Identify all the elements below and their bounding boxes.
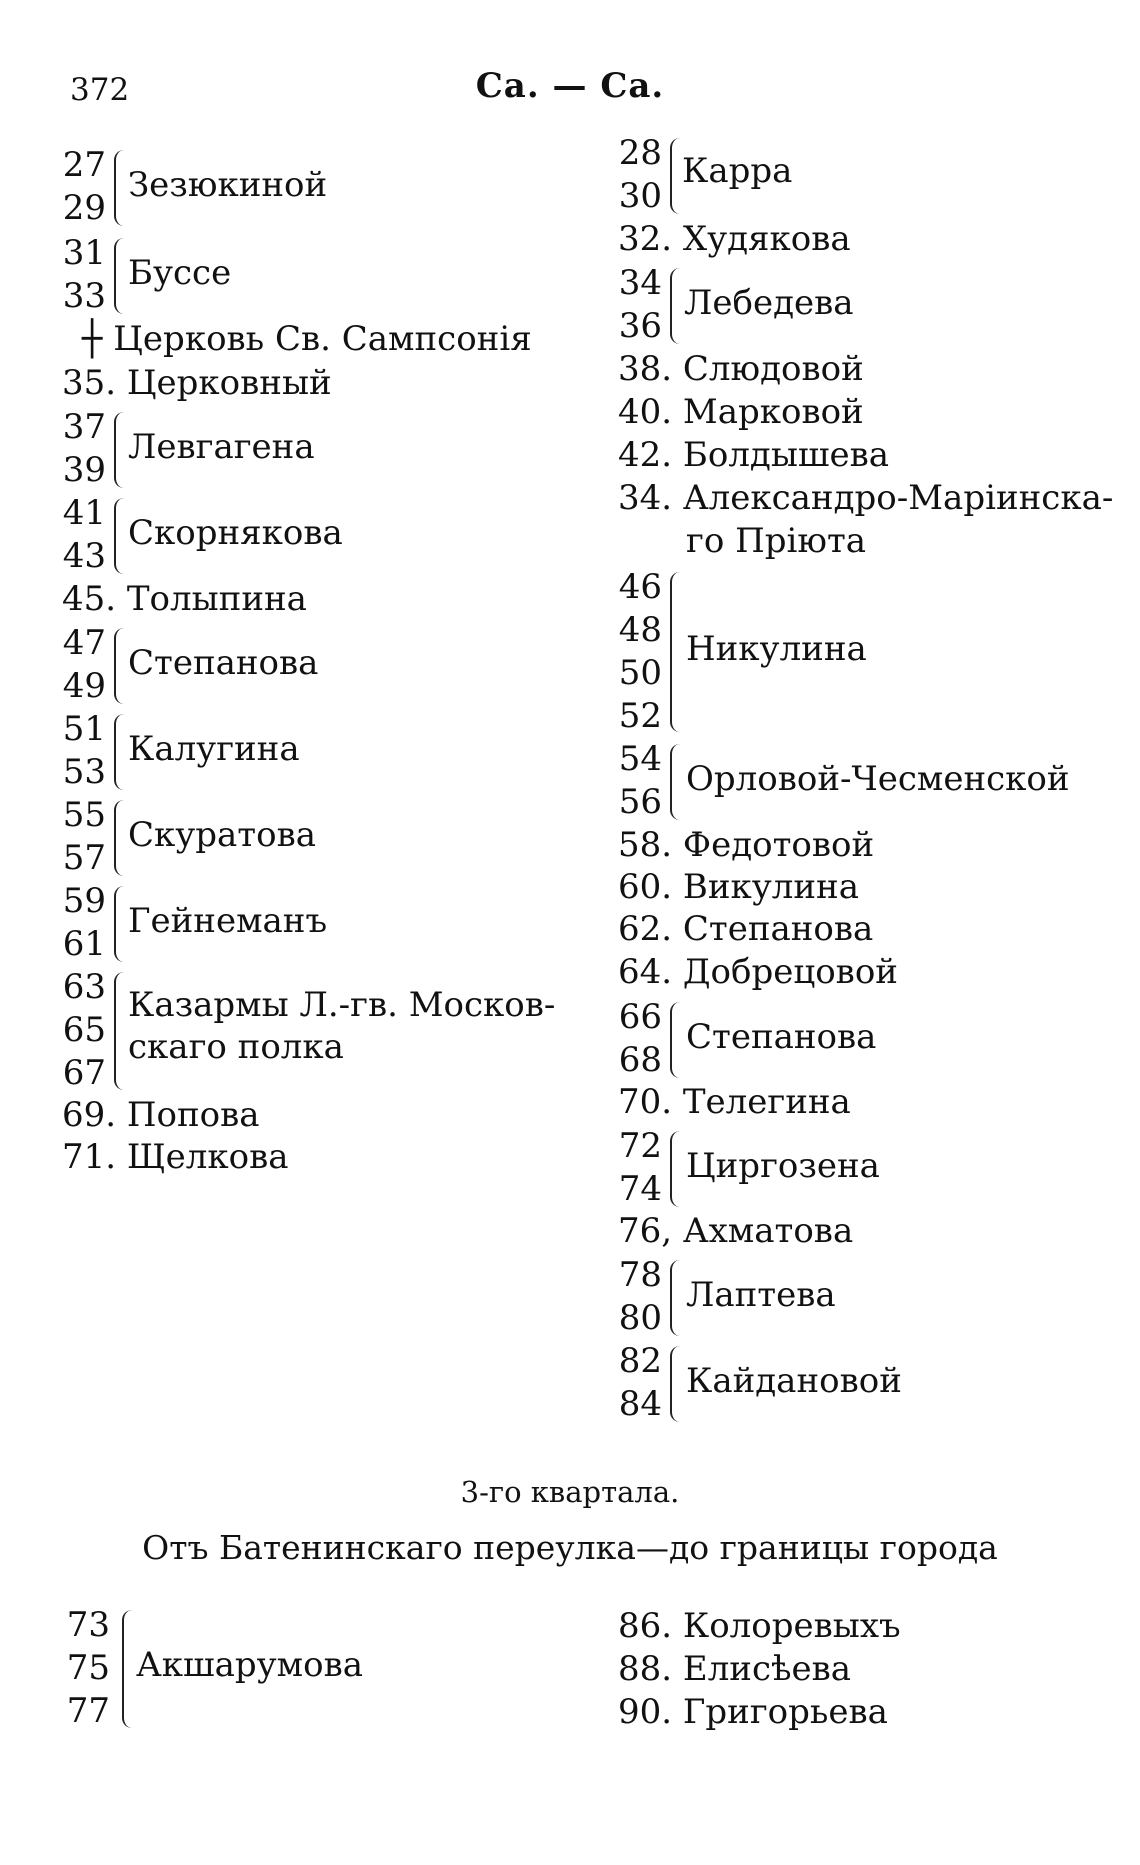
owner-name: Степанова bbox=[686, 1017, 877, 1057]
house-number: 65 bbox=[62, 1010, 106, 1050]
house-number: 84 bbox=[618, 1384, 662, 1424]
house-number: 78 bbox=[618, 1255, 662, 1295]
house-number: 31 bbox=[62, 233, 106, 273]
brace bbox=[114, 800, 124, 876]
list-item: 88. Елисѣева bbox=[618, 1649, 852, 1689]
house-number: 28 bbox=[618, 133, 662, 173]
house-number: 68 bbox=[618, 1040, 662, 1080]
house-number: 27 bbox=[62, 145, 106, 185]
brace bbox=[670, 1131, 680, 1207]
brace bbox=[114, 714, 124, 790]
owner-name: Буссе bbox=[128, 253, 232, 293]
house-number: 61 bbox=[62, 924, 106, 964]
house-number: 80 bbox=[618, 1298, 662, 1338]
list-item: ┼ Церковь Св. Сампсонія bbox=[82, 319, 532, 359]
house-number: 36 bbox=[618, 306, 662, 346]
brace bbox=[670, 268, 680, 344]
house-number: 77 bbox=[66, 1691, 110, 1731]
brace bbox=[114, 972, 124, 1090]
house-number: 46 bbox=[618, 567, 662, 607]
owner-name: Карра bbox=[682, 151, 793, 191]
list-item: 62. Степанова bbox=[618, 909, 874, 949]
list-item: 34. Александро-Маріинска- bbox=[618, 478, 1114, 518]
house-number: 59 bbox=[62, 881, 106, 921]
house-number: 53 bbox=[62, 752, 106, 792]
owner-name-continued: скаго полка bbox=[128, 1027, 344, 1067]
owner-name: Лебедева bbox=[684, 283, 854, 323]
list-item: 45. Толыпина bbox=[62, 579, 307, 619]
brace bbox=[670, 138, 680, 214]
house-number: 43 bbox=[62, 536, 106, 576]
house-number: 72 bbox=[618, 1126, 662, 1166]
house-number: 66 bbox=[618, 997, 662, 1037]
house-number: 57 bbox=[62, 838, 106, 878]
running-head: Са. — Са. bbox=[475, 66, 665, 106]
brace bbox=[670, 1002, 680, 1078]
owner-name: Скуратова bbox=[128, 815, 316, 855]
owner-name: Акшарумова bbox=[136, 1645, 363, 1685]
brace bbox=[114, 498, 124, 574]
list-item: 71. Щелкова bbox=[62, 1137, 289, 1177]
brace bbox=[114, 238, 124, 314]
house-number: 55 bbox=[62, 795, 106, 835]
house-number: 51 bbox=[62, 709, 106, 749]
house-number: 48 bbox=[618, 610, 662, 650]
list-item: 38. Слюдовой bbox=[618, 349, 864, 389]
owner-name: Орловой-Чесменской bbox=[686, 759, 1070, 799]
house-number: 54 bbox=[618, 739, 662, 779]
list-item: 58. Федотовой bbox=[618, 825, 875, 865]
brace bbox=[114, 628, 124, 704]
owner-name: Калугина bbox=[128, 729, 300, 769]
owner-name: Скорнякова bbox=[128, 513, 343, 553]
house-number: 30 bbox=[618, 176, 662, 216]
brace bbox=[122, 1610, 132, 1728]
brace bbox=[114, 886, 124, 962]
brace bbox=[670, 1260, 680, 1336]
house-number: 29 bbox=[62, 188, 106, 228]
owner-name: Никулина bbox=[686, 629, 867, 669]
owner-name: Степанова bbox=[128, 643, 319, 683]
house-number: 39 bbox=[62, 450, 106, 490]
list-item: 40. Марковой bbox=[618, 392, 864, 432]
list-item: 70. Телегина bbox=[618, 1082, 851, 1122]
house-number: 73 bbox=[66, 1605, 110, 1645]
list-item: 69. Попова bbox=[62, 1095, 260, 1135]
owner-name: Левгагена bbox=[128, 427, 315, 467]
house-number: 82 bbox=[618, 1341, 662, 1381]
house-number: 74 bbox=[618, 1169, 662, 1209]
house-number: 47 bbox=[62, 623, 106, 663]
house-number: 41 bbox=[62, 493, 106, 533]
brace bbox=[670, 744, 680, 820]
brace bbox=[114, 150, 124, 226]
house-number: 56 bbox=[618, 782, 662, 822]
house-number: 33 bbox=[62, 276, 106, 316]
house-number: 50 bbox=[618, 653, 662, 693]
list-item: 76, Ахматова bbox=[618, 1211, 854, 1251]
list-item: 32. Худякова bbox=[618, 219, 851, 259]
owner-name: Лаптева bbox=[686, 1275, 836, 1315]
owner-name: Казармы Л.-гв. Москов- bbox=[128, 985, 556, 1025]
owner-name: Кайдановой bbox=[686, 1361, 902, 1401]
list-item: 86. Колоревыхъ bbox=[618, 1606, 901, 1646]
house-number: 67 bbox=[62, 1053, 106, 1093]
list-item-continued: го Пріюта bbox=[686, 521, 867, 561]
owner-name: Зезюкиной bbox=[128, 165, 328, 205]
list-item: 60. Викулина bbox=[618, 867, 859, 907]
brace bbox=[670, 1346, 680, 1422]
house-number: 49 bbox=[62, 666, 106, 706]
house-number: 52 bbox=[618, 696, 662, 736]
page-number: 372 bbox=[70, 72, 130, 108]
owner-name: Циргозена bbox=[686, 1146, 880, 1186]
house-number: 75 bbox=[66, 1648, 110, 1688]
house-number: 34 bbox=[618, 263, 662, 303]
list-item: 90. Григорьева bbox=[618, 1692, 888, 1732]
list-item: 35. Церковный bbox=[62, 363, 332, 403]
list-item: 64. Добрецовой bbox=[618, 952, 898, 992]
quarter-subtitle: Отъ Батенинскаго переулка—до границы города bbox=[142, 1528, 998, 1567]
house-number: 37 bbox=[62, 407, 106, 447]
brace bbox=[114, 412, 124, 488]
list-item: 42. Болдышева bbox=[618, 435, 890, 475]
owner-name: Гейнеманъ bbox=[128, 901, 328, 941]
quarter-title: 3-го квартала. bbox=[460, 1475, 680, 1509]
brace bbox=[670, 572, 680, 732]
house-number: 63 bbox=[62, 967, 106, 1007]
